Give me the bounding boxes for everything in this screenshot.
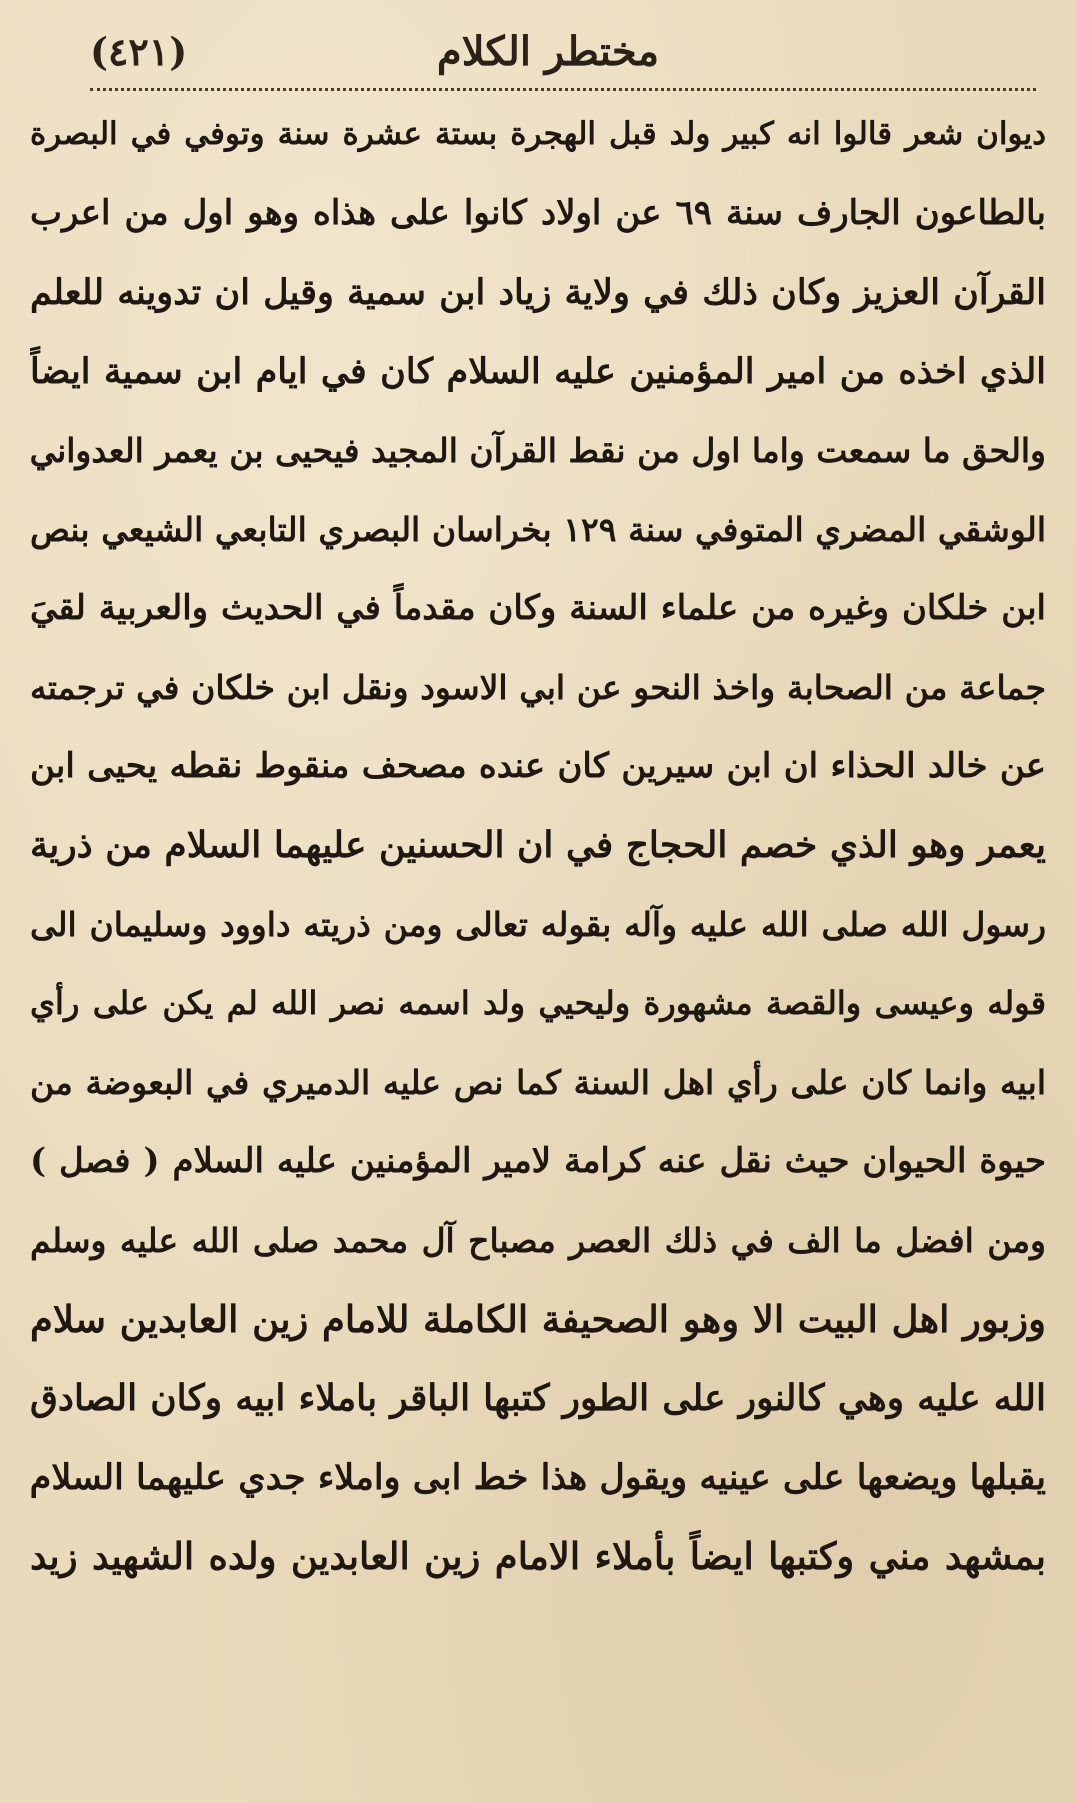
text-line: القرآن العزيز وكان ذلك في ولاية زياد ابن سمية وقيل ان تدوينه للعلم (30, 272, 1046, 313)
text-line: رسول الله صلى الله عليه وآله بقوله تعالى ومن ذريته داوود وسليمان الى (30, 905, 1046, 944)
text-line: جماعة من الصحابة واخذ النحو عن ابي الاسود ونقل ابن خلكان في ترجمته (30, 668, 1046, 707)
text-line: ابيه وانما كان على رأي اهل السنة كما نص عليه الدميري في البعوضة من (30, 1063, 1046, 1102)
text-line: الله عليه وهي كالنور على الطور كتبها الباقر باملاء ابيه وكان الصادق (30, 1377, 1046, 1419)
text-line: بمشهد مني وكتبها ايضاً بأملاء الامام زين العابدين ولده الشهيد زيد (30, 1534, 1046, 1578)
text-line: وزبور اهل البيت الا وهو الصحيفة الكاملة للامام زين العابدين سلام (30, 1297, 1046, 1341)
text-line: حيوة الحيوان حيث نقل عنه كرامة لامير المؤمنين عليه السلام ( فصل ) (30, 1141, 1046, 1181)
text-line: قوله وعيسى والقصة مشهورة وليحيي ولد اسمه نصر الله لم يكن على رأي (30, 984, 1046, 1022)
text-line: عن خالد الحذاء ان ابن سيرين كان عنده مصحف منقوط نقطه يحيى ابن (30, 746, 1046, 786)
body-text (30, 95, 1046, 1596)
text-line: الذي اخذه من امير المؤمنين عليه السلام كان في ايام ابن سمية ايضاً (30, 351, 1046, 392)
text-line: ديوان شعر قالوا انه كبير ولد قبل الهجرة بستة عشرة سنة وتوفي في البصرة (30, 116, 1046, 152)
text-line: ابن خلكان وغيره من علماء السنة وكان مقدماً في الحديث والعربية لقيَ (30, 588, 1046, 628)
text-line: بالطاعون الجارف سنة ٦٩ عن اولاد كانوا على هذاه وهو اول من اعرب (30, 193, 1046, 233)
text-line: والحق ما سمعت واما اول من نقط القرآن المجيد فيحيى بن يعمر العدواني (30, 431, 1046, 470)
text-line: ومن افضل ما الف في ذلك العصر مصباح آل محمد صلى الله عليه وسلم (30, 1221, 1046, 1260)
running-title: مختطر الكلام (436, 28, 660, 75)
text-line: يعمر وهو الذي خصم الحجاج في ان الحسنين عليهما السلام من ذرية (30, 824, 1046, 866)
text-line: يقبلها ويضعها على عينيه ويقول هذا خط ابى واملاء جدي عليهما السلام (30, 1457, 1046, 1498)
text-line: الوشقي المضري المتوفي سنة ١٢٩ بخراسان البصري التابعي الشيعي بنص (30, 510, 1046, 549)
header-divider (90, 88, 1036, 91)
page-number: (٤٢١) (90, 29, 188, 74)
page-header (80, 22, 1016, 82)
